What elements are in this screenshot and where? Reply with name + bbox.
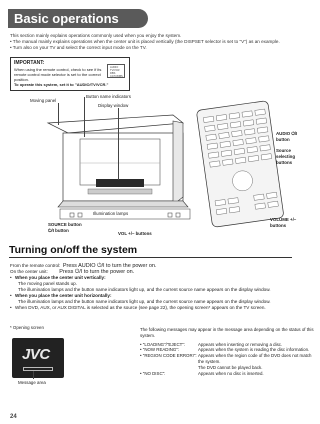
power-button-label: ⏻/I button	[48, 228, 69, 233]
center-unit-icon	[48, 115, 190, 219]
important-title: IMPORTANT:	[14, 60, 45, 66]
section-body	[10, 263, 292, 311]
switch-label: CATV/DBS	[110, 75, 123, 78]
button-indicators-label: Button name indicators	[86, 94, 131, 99]
important-bold: To operate this system, set it to "AUDIO/TV/VCR."	[14, 82, 109, 87]
display-window-label: Display window	[98, 103, 129, 108]
switch-label: AUDIO	[110, 66, 119, 69]
source-button-label: SOURCE button	[48, 222, 82, 227]
important-box	[10, 57, 130, 91]
intro-line: • Turn also on your TV and select the correct input mode on the TV.	[10, 45, 147, 50]
page-title: Basic operations	[14, 11, 119, 26]
volume-buttons-label-2: buttons	[270, 223, 287, 228]
switch-label: DBS	[110, 72, 116, 75]
illumination-lamps-label: Illumination lamps	[93, 211, 129, 216]
message-area-box	[23, 367, 53, 371]
device-drawing	[8, 93, 296, 243]
message-item: • "REGION CODE ERROR!": Appears when the region code of the DVD does not match	[140, 353, 312, 359]
opening-screen-image	[12, 338, 64, 378]
mode-selector-switch-icon	[107, 64, 125, 78]
bullet-vertical: • When you place the center unit vertically:	[10, 275, 292, 281]
section-title: Turning on/off the system	[9, 244, 138, 256]
opening-screen-label: * Opening screen	[10, 325, 44, 330]
bullet-vertical-a: The moving panel stands up.	[18, 281, 77, 286]
volume-buttons-label: VOLUME +/–	[270, 217, 297, 222]
important-line: position.	[14, 77, 29, 82]
message-intro-2: system.	[140, 332, 156, 338]
center-instruction: On the center unit: Press ⏻/I to turn the power on.	[10, 269, 135, 275]
source-selecting-label-3: buttons	[276, 160, 293, 165]
switch-label: TV/VCR	[110, 69, 120, 72]
message-item: • "NOW READING": Appears when the system is reading the disc information.	[140, 347, 310, 353]
bullet-horizontal: • When you place the center unit horizontally:	[10, 293, 292, 299]
message-item-cont: the system.	[198, 358, 221, 364]
important-line: When using the remote control, check to see if its	[14, 67, 102, 72]
source-selecting-label: Source	[276, 148, 291, 153]
vol-buttons-label: VOL +/– buttons	[118, 231, 152, 236]
message-item: • "NO DISC": Appears when no disc is inserted.	[140, 370, 264, 376]
audio-button-label: AUDIO ⏻/I	[276, 131, 298, 136]
bullet-vertical-b: The illumination lamps and the button name indicators light up, and the current source name appears on the display window.	[18, 287, 271, 292]
moving-panel-label: Moving panel	[30, 98, 57, 103]
display-window-shape	[96, 179, 144, 187]
audio-button-label-2: button	[276, 137, 290, 142]
intro-line: • The manual mainly explains operations when the center unit is placed vertically (the DISPSET selector is set to "V") as an example.	[10, 39, 280, 44]
message-item: • "LOADING"/"EJECT": Appears when inserting or removing a disc.	[140, 341, 283, 347]
message-intro: The following messages may appear in the message area depending on the status of this	[140, 327, 314, 332]
intro-line: This section mainly explains operations commonly used when you enjoy the system.	[10, 33, 182, 38]
source-selecting-label-2: selecting	[276, 154, 296, 159]
message-list	[140, 327, 314, 376]
page-number: 24	[10, 414, 17, 420]
important-line: remote control mode selector is set to the correct	[14, 72, 101, 77]
remote-instruction: From the remote control: Press AUDIO ⏻/I to turn the power on.	[10, 263, 157, 269]
system-illustration	[8, 93, 298, 243]
bullet-horizontal-a: The illumination lamps and the button name indicators light up, and the current source name appears on the display window.	[18, 299, 271, 304]
intro-text	[10, 33, 292, 51]
message-area-label: Message area	[18, 380, 46, 385]
message-area-pointer	[33, 371, 34, 379]
message-item-cont: The DVD cannot be played back.	[198, 364, 263, 370]
jvc-logo: JVC	[22, 346, 50, 363]
page-header	[0, 0, 300, 30]
section-divider	[9, 257, 292, 258]
bullet-dvd: • When DVD, AUX, or AUX DIGITAL is selected as the source (see page 22), the opening screen* appears on the TV screen.	[10, 305, 292, 311]
